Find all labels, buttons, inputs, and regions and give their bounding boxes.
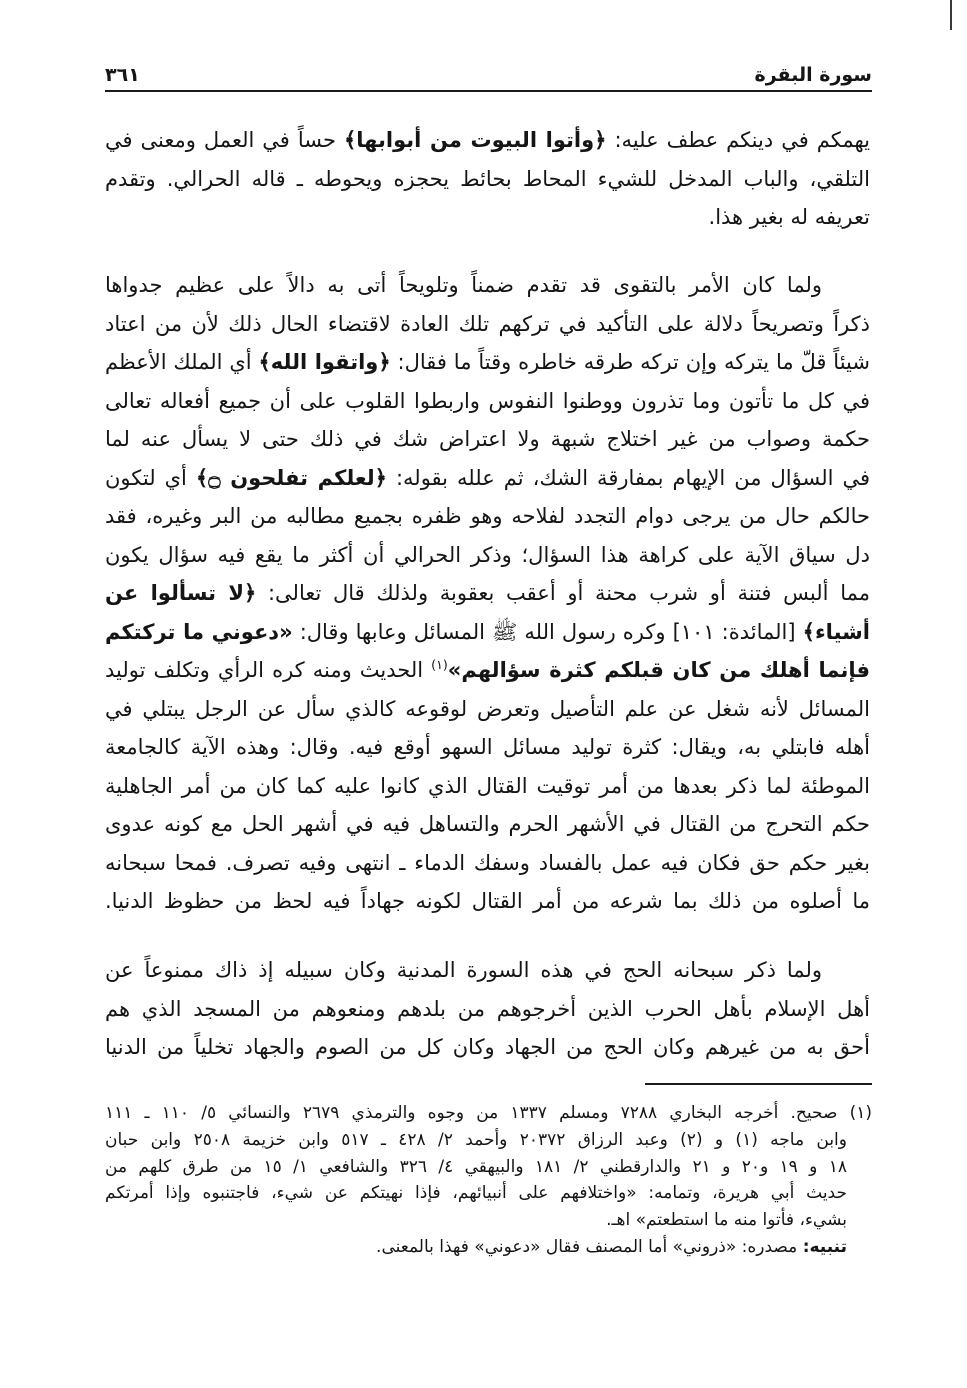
- text-line: [105, 305, 870, 344]
- text-line: [105, 459, 870, 498]
- text-segment: مما ألبس فتنة أو شرب محنة أو أعقب بعقوبة ولذلك قال تعالى:: [256, 581, 870, 605]
- text-line: [105, 805, 870, 844]
- text-segment: ما أصلوه من ذلك بما شرعه من أمر القتال لكونه جهاداً فيه لحظ من حظوظ الدنيا.: [105, 889, 870, 913]
- text-segment: حكم التحرج من القتال في الأشهر الحرم والتساهل فيه في أشهر الحل مع كونه عدوى: [105, 812, 870, 836]
- text-segment: دل سياق الآية على كراهة هذا السؤال؛ وذكر الحرالي أن أكثر ما يقع فيه سؤال يكون: [105, 542, 870, 567]
- note-line: [105, 1234, 872, 1261]
- footnote-text: حديث أبي هريرة، وتمامه: «واختلافهم على أنبيائهم، فإذا نهيتكم عن شيء، فاجتنبوه وإذا أمرتكم: [105, 1183, 847, 1204]
- text-segment: شيئاً قلّ ما يتركه وإن تركه طرقه خاطره وقتاً ما فقال:: [390, 350, 870, 374]
- text-line: [105, 990, 870, 1029]
- text-line: [105, 690, 870, 729]
- text-line: [105, 767, 870, 806]
- surah-title: سورة البقرة: [754, 64, 872, 86]
- text-line: [105, 536, 870, 575]
- text-line: [105, 1028, 870, 1067]
- text-segment: أهله فابتلي به، ويقال: كثرة توليد مسائل السهو أوقع فيه. وقال: وهذه الآية كالجامعة: [105, 735, 870, 759]
- text-line: [105, 266, 870, 305]
- text-segment: أحق به من غيرهم وكان الحج من الجهاد وكان كل من الصوم والجهاد تخلياً من الدنيا: [105, 1035, 870, 1059]
- footnote-text: وابن ماجه (١) و (٢) وعبد الرزاق ٢٠٣٧٢ وأحمد ٢/ ٤٢٨ ـ ٥١٧ وابن خزيمة ٢٥٠٨ وابن حبان: [105, 1129, 847, 1150]
- footnote-line: [105, 1127, 872, 1154]
- text-line: [105, 613, 870, 652]
- quran-quote: ﴿لعلكم تفلحون ۝﴾: [195, 465, 387, 490]
- text-segment: بغير حكم حق فكان فيه عمل بالفساد وسفك الدماء ـ انتهى وفيه تصرف. فمحا سبحانه: [105, 850, 870, 875]
- text-segment: التلقي، والباب المدخل للشيء المحاط بحائط يحجزه ويحوطه ـ قاله الحرالي. وتقدم: [105, 166, 870, 191]
- text-segment: يهمكم في دينكم عطف عليه:: [606, 128, 870, 152]
- footnote-line: [105, 1207, 872, 1234]
- text-segment: تعريفه له بغير هذا.: [708, 205, 870, 229]
- running-header: [105, 62, 872, 88]
- text-line: [105, 497, 870, 536]
- footnote-marker: (١): [849, 1103, 873, 1123]
- quran-quote: ﴿لا تسألوا عن: [105, 581, 257, 605]
- paragraph-3: [105, 951, 870, 1067]
- page-number: ٣٦١: [105, 64, 140, 86]
- quran-quote: ﴿وأتوا البيوت من أبوابها﴾: [343, 128, 607, 152]
- text-segment: ذكراً وتصريحاً دلالة على التأكيد في تركهم تلك العادة لاقتضاء الحال ذلك لأن من اعتاد: [105, 311, 870, 336]
- text-segment: حساً في العمل ومعنى في: [105, 128, 344, 152]
- footnote-text: مصدره: «ذروني» أما المصنف فقال «دعوني» فهذا بالمعنى.: [376, 1236, 803, 1257]
- text-segment: الحديث ومنه كره الرأي وتكلف توليد: [105, 658, 432, 682]
- paragraph-1: [105, 121, 870, 237]
- text-line: [105, 121, 870, 160]
- footnote-ref: (١): [431, 657, 448, 672]
- note-label: تنبيه:: [802, 1236, 847, 1257]
- text-line: [105, 951, 870, 990]
- text-segment: أي الملك الأعظم: [105, 350, 259, 374]
- text-segment: حالكم حال من يرجى دوام التجدد لفلاحه وهو ظفره بجميع مطالبه من البر وغيره، فقد: [105, 504, 870, 528]
- text-line: [105, 420, 870, 459]
- footnote-text: بشيء، فأتوا منه ما استطعتم» اهـ.: [606, 1210, 847, 1231]
- footnote-line: [105, 1180, 872, 1207]
- footnote-line: [105, 1154, 872, 1181]
- text-line: [105, 844, 870, 883]
- text-line: [105, 728, 870, 767]
- text-segment: ولما كان الأمر بالتقوى قد تقدم ضمناً وتلويحاً أتى به دالاً على عظيم جدواها: [105, 273, 822, 297]
- text-segment: أهل الإسلام بأهل الحرب الذين أخرجوهم من بلدهم ومنعوهم من المسجد الذي هم: [105, 996, 870, 1021]
- text-segment: أي لتكون: [105, 465, 196, 490]
- text-segment: ولما ذكر سبحانه الحج في هذه السورة المدنية وكان سبيله إذ ذاك ممنوعاً عن: [105, 958, 822, 982]
- paragraph-2: [105, 266, 870, 921]
- text-line: [105, 882, 870, 921]
- text-line: [105, 198, 870, 237]
- header-divider: [105, 90, 872, 92]
- footnote-line: [105, 1100, 872, 1127]
- text-line: [105, 651, 870, 690]
- text-segment: [المائدة: ١٠١] وكره رسول الله ﷺ المسائل وعابها وقال:: [292, 619, 803, 644]
- text-segment: حكمة وصواب من غير اختلاج شبهة ولا اعتراض شك في ذلك حتى لا يسأل عنه لما: [105, 427, 870, 451]
- footnote-text: صحيح. أخرجه البخاري ٧٢٨٨ ومسلم ١٣٣٧ من وجوه والترمذي ٢٦٧٩ والنسائي ٥/ ١١٠ ـ ١١١: [105, 1103, 850, 1123]
- text-line: [105, 382, 870, 421]
- text-segment: الموطئة لما ذكر بعدها من أمر توقيت القتال الذي كانوا عليه كما كان من أمر الجاهلية: [105, 773, 870, 798]
- text-line: [105, 160, 870, 199]
- text-line: [105, 574, 870, 613]
- quran-quote: أشياء﴾: [802, 619, 870, 644]
- quran-quote: ﴿واتقوا الله﴾: [258, 350, 391, 374]
- footnote-text: ١٨ و ١٩ و٢٠ و ٢١ والدارقطني ٢/ ١٨١ والبيهقي ٤/ ٣٢٦ والشافعي ١/ ١٥ من طرق كلهم من: [105, 1156, 847, 1177]
- text-segment: المسائل لأنه شغل عن علم التأصيل وتعرض لوقوعه كالذي سأل عن الرجل يبتلي في: [105, 696, 870, 721]
- hadith-quote: «دعوني ما تركتكم: [105, 619, 293, 644]
- text-segment: في السؤال من الإيهام بمفارقة الشك، ثم علله بقوله:: [386, 465, 870, 490]
- footnotes: [105, 1100, 872, 1261]
- hadith-quote: فإنما أهلك من كان قبلكم كثرة سؤالهم»: [447, 658, 871, 682]
- text-segment: في كل ما تأتون وما تذرون ووطنوا النفوس واربطوا القلوب على أن جميع أفعاله تعالى: [105, 388, 870, 413]
- text-line: [105, 343, 870, 382]
- footnote-divider: [645, 1083, 872, 1085]
- scan-edge-mark: [950, 0, 952, 30]
